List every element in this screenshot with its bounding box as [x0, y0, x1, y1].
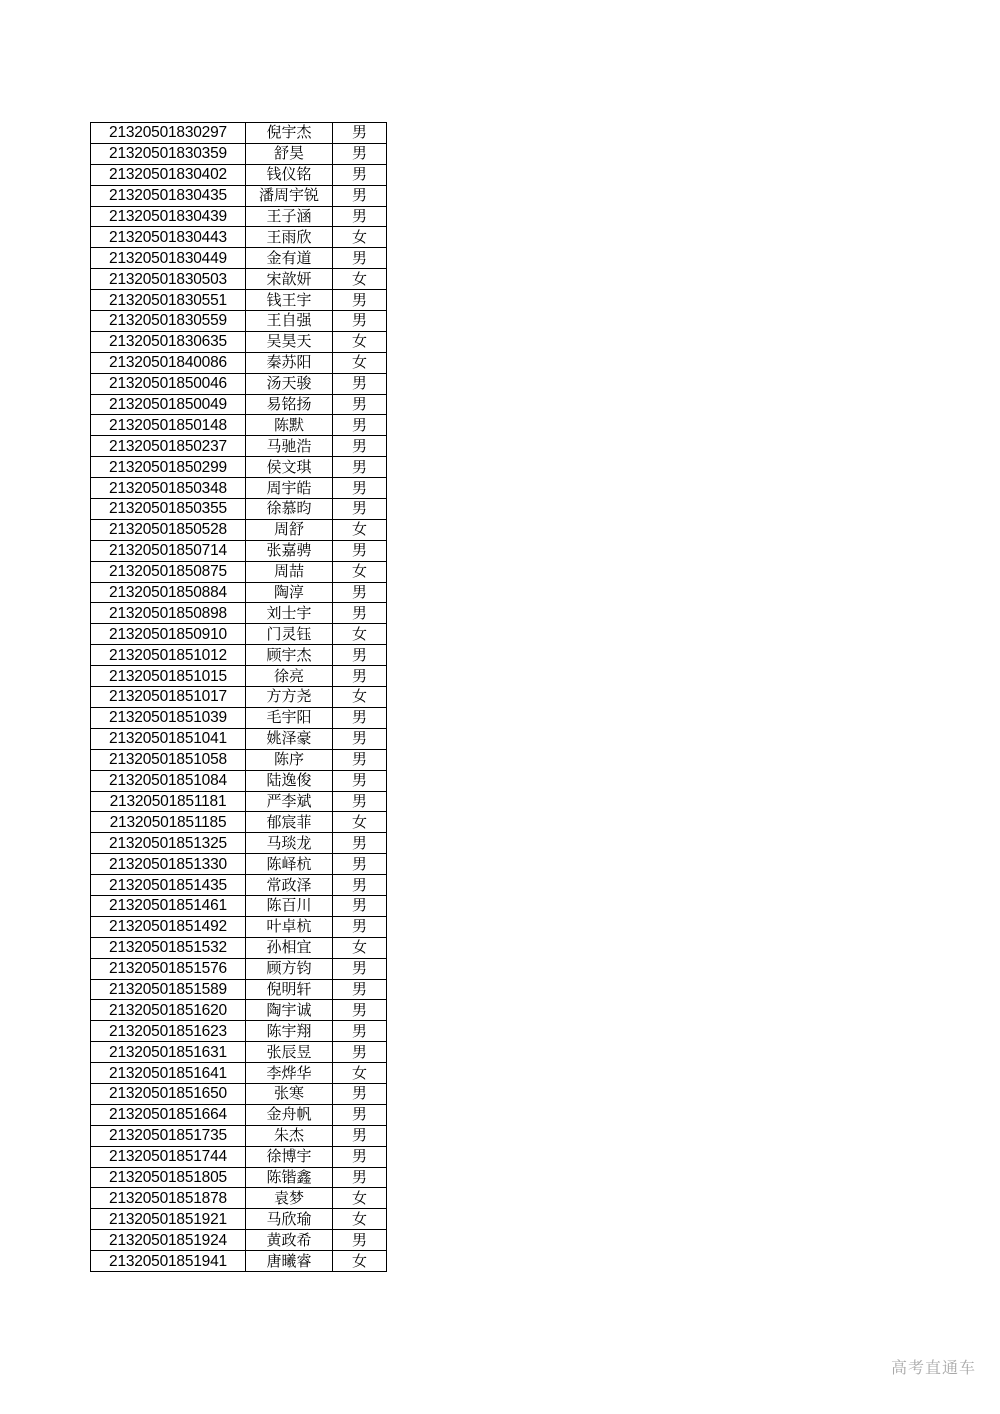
exam-number-cell: 21320501830443 [91, 227, 246, 248]
exam-number-cell: 21320501851620 [91, 1000, 246, 1021]
exam-number-cell: 21320501830359 [91, 143, 246, 164]
student-name-cell: 马驰浩 [246, 436, 333, 457]
gender-cell: 男 [333, 1125, 387, 1146]
exam-number-cell: 21320501830439 [91, 206, 246, 227]
student-name-cell: 陈峄杭 [246, 854, 333, 875]
student-name-cell: 姚泽豪 [246, 728, 333, 749]
exam-number-cell: 21320501851015 [91, 666, 246, 687]
gender-cell: 女 [333, 624, 387, 645]
table-row [91, 916, 387, 937]
exam-number-cell: 21320501851041 [91, 728, 246, 749]
exam-number-cell: 21320501840086 [91, 352, 246, 373]
watermark-text: 高考直通车 [890, 1358, 976, 1377]
gender-cell: 女 [333, 352, 387, 373]
exam-number-cell: 21320501850348 [91, 478, 246, 499]
table-row [91, 1063, 387, 1084]
table-row [91, 1167, 387, 1188]
gender-cell: 男 [333, 540, 387, 561]
table-row [91, 1209, 387, 1230]
gender-cell: 男 [333, 979, 387, 1000]
gender-cell: 男 [333, 603, 387, 624]
student-name-cell: 陈锴鑫 [246, 1167, 333, 1188]
gender-cell: 男 [333, 791, 387, 812]
student-name-cell: 吴昊天 [246, 331, 333, 352]
student-name-cell: 金有道 [246, 248, 333, 269]
exam-number-cell: 21320501851532 [91, 937, 246, 958]
table-row [91, 519, 387, 540]
student-name-cell: 周宇皓 [246, 478, 333, 499]
exam-number-cell: 21320501850528 [91, 519, 246, 540]
student-name-cell: 顾宇杰 [246, 645, 333, 666]
gender-cell: 男 [333, 1083, 387, 1104]
gender-cell: 男 [333, 436, 387, 457]
student-name-cell: 陆逸俊 [246, 770, 333, 791]
gender-cell: 男 [333, 666, 387, 687]
gender-cell: 女 [333, 561, 387, 582]
student-name-cell: 方方尧 [246, 687, 333, 708]
student-name-cell: 易铭扬 [246, 394, 333, 415]
exam-number-cell: 21320501850299 [91, 457, 246, 478]
gender-cell: 男 [333, 1230, 387, 1251]
student-name-cell: 宋歆妍 [246, 269, 333, 290]
table-row [91, 749, 387, 770]
student-name-cell: 徐亮 [246, 666, 333, 687]
gender-cell: 男 [333, 854, 387, 875]
table-row [91, 248, 387, 269]
student-name-cell: 陶宇诚 [246, 1000, 333, 1021]
table-row [91, 875, 387, 896]
gender-cell: 男 [333, 143, 387, 164]
gender-cell: 男 [333, 373, 387, 394]
gender-cell: 男 [333, 1042, 387, 1063]
exam-number-cell: 21320501851325 [91, 833, 246, 854]
table-row [91, 1251, 387, 1272]
table-row [91, 895, 387, 916]
table-row [91, 937, 387, 958]
table-row [91, 979, 387, 1000]
table-row [91, 1000, 387, 1021]
table-row [91, 791, 387, 812]
exam-number-cell: 21320501851492 [91, 916, 246, 937]
exam-number-cell: 21320501851058 [91, 749, 246, 770]
table-row [91, 415, 387, 436]
exam-number-cell: 21320501830402 [91, 164, 246, 185]
student-name-cell: 王子涵 [246, 206, 333, 227]
student-name-cell: 孙相宜 [246, 937, 333, 958]
gender-cell: 女 [333, 331, 387, 352]
gender-cell: 女 [333, 1251, 387, 1272]
exam-number-cell: 21320501851039 [91, 707, 246, 728]
exam-number-cell: 21320501851623 [91, 1021, 246, 1042]
table-row [91, 770, 387, 791]
exam-number-cell: 21320501830503 [91, 269, 246, 290]
gender-cell: 男 [333, 394, 387, 415]
gender-cell: 女 [333, 519, 387, 540]
student-name-cell: 汤天骏 [246, 373, 333, 394]
exam-number-cell: 21320501851012 [91, 645, 246, 666]
gender-cell: 女 [333, 1209, 387, 1230]
gender-cell: 男 [333, 958, 387, 979]
table-row [91, 1146, 387, 1167]
gender-cell: 女 [333, 937, 387, 958]
table-row [91, 833, 387, 854]
student-name-cell: 侯文琪 [246, 457, 333, 478]
table-row [91, 206, 387, 227]
student-name-cell: 钱王宇 [246, 290, 333, 311]
table-row [91, 1042, 387, 1063]
student-list-table [90, 122, 387, 1272]
exam-number-cell: 21320501830297 [91, 123, 246, 144]
student-name-cell: 徐博宇 [246, 1146, 333, 1167]
exam-number-cell: 21320501850884 [91, 582, 246, 603]
exam-number-cell: 21320501850898 [91, 603, 246, 624]
student-name-cell: 陈百川 [246, 895, 333, 916]
exam-number-cell: 21320501830559 [91, 311, 246, 332]
gender-cell: 男 [333, 770, 387, 791]
student-name-cell: 陈序 [246, 749, 333, 770]
exam-number-cell: 21320501850237 [91, 436, 246, 457]
gender-cell: 女 [333, 812, 387, 833]
table-row [91, 1230, 387, 1251]
table-row [91, 478, 387, 499]
student-name-cell: 黄政希 [246, 1230, 333, 1251]
gender-cell: 男 [333, 749, 387, 770]
student-name-cell: 刘士宇 [246, 603, 333, 624]
table-row [91, 269, 387, 290]
exam-number-cell: 21320501851650 [91, 1083, 246, 1104]
gender-cell: 女 [333, 687, 387, 708]
exam-number-cell: 21320501850714 [91, 540, 246, 561]
table-row [91, 185, 387, 206]
gender-cell: 男 [333, 707, 387, 728]
exam-number-cell: 21320501830551 [91, 290, 246, 311]
gender-cell: 男 [333, 164, 387, 185]
student-name-cell: 陈默 [246, 415, 333, 436]
student-name-cell: 叶卓杭 [246, 916, 333, 937]
exam-number-cell: 21320501851084 [91, 770, 246, 791]
exam-number-cell: 21320501850148 [91, 415, 246, 436]
gender-cell: 男 [333, 415, 387, 436]
gender-cell: 女 [333, 1188, 387, 1209]
gender-cell: 男 [333, 1021, 387, 1042]
exam-number-cell: 21320501851631 [91, 1042, 246, 1063]
table-row [91, 373, 387, 394]
gender-cell: 男 [333, 311, 387, 332]
table-row [91, 645, 387, 666]
table-row [91, 540, 387, 561]
gender-cell: 男 [333, 123, 387, 144]
table-row [91, 1104, 387, 1125]
table-row [91, 1083, 387, 1104]
student-name-cell: 张寒 [246, 1083, 333, 1104]
exam-number-cell: 21320501851664 [91, 1104, 246, 1125]
gender-cell: 男 [333, 185, 387, 206]
student-name-cell: 张辰昱 [246, 1042, 333, 1063]
exam-number-cell: 21320501851589 [91, 979, 246, 1000]
table-row [91, 123, 387, 144]
table-row [91, 290, 387, 311]
student-name-cell: 陶淳 [246, 582, 333, 603]
table-row [91, 561, 387, 582]
exam-number-cell: 21320501851576 [91, 958, 246, 979]
table-row [91, 603, 387, 624]
student-name-cell: 严李斌 [246, 791, 333, 812]
gender-cell: 男 [333, 248, 387, 269]
exam-number-cell: 21320501851924 [91, 1230, 246, 1251]
student-name-cell: 钱仪铭 [246, 164, 333, 185]
exam-number-cell: 21320501850875 [91, 561, 246, 582]
exam-number-cell: 21320501850355 [91, 499, 246, 520]
student-name-cell: 袁梦 [246, 1188, 333, 1209]
table-row [91, 436, 387, 457]
table-row [91, 164, 387, 185]
gender-cell: 男 [333, 1146, 387, 1167]
exam-number-cell: 21320501851921 [91, 1209, 246, 1230]
table-row [91, 352, 387, 373]
table-row [91, 457, 387, 478]
gender-cell: 男 [333, 895, 387, 916]
student-name-cell: 陈宇翔 [246, 1021, 333, 1042]
exam-number-cell: 21320501851017 [91, 687, 246, 708]
gender-cell: 男 [333, 728, 387, 749]
student-name-cell: 李烨华 [246, 1063, 333, 1084]
gender-cell: 男 [333, 916, 387, 937]
exam-number-cell: 21320501851435 [91, 875, 246, 896]
exam-number-cell: 21320501850046 [91, 373, 246, 394]
table-row [91, 1188, 387, 1209]
exam-number-cell: 21320501851461 [91, 895, 246, 916]
exam-number-cell: 21320501830449 [91, 248, 246, 269]
student-name-cell: 王雨欣 [246, 227, 333, 248]
table-row [91, 582, 387, 603]
table-row [91, 499, 387, 520]
student-name-cell: 毛宇阳 [246, 707, 333, 728]
table-row [91, 666, 387, 687]
exam-number-cell: 21320501851805 [91, 1167, 246, 1188]
student-name-cell: 郁宸菲 [246, 812, 333, 833]
student-name-cell: 金舟帆 [246, 1104, 333, 1125]
student-name-cell: 倪宇杰 [246, 123, 333, 144]
student-name-cell: 门灵钰 [246, 624, 333, 645]
student-name-cell: 舒昊 [246, 143, 333, 164]
gender-cell: 男 [333, 833, 387, 854]
gender-cell: 男 [333, 457, 387, 478]
table-row [91, 812, 387, 833]
student-list-body [91, 123, 387, 1272]
student-name-cell: 张嘉骋 [246, 540, 333, 561]
student-name-cell: 秦苏阳 [246, 352, 333, 373]
table-row [91, 227, 387, 248]
gender-cell: 男 [333, 478, 387, 499]
gender-cell: 男 [333, 290, 387, 311]
table-row [91, 687, 387, 708]
table-row [91, 394, 387, 415]
exam-number-cell: 21320501851185 [91, 812, 246, 833]
table-row [91, 331, 387, 352]
student-name-cell: 马欣瑜 [246, 1209, 333, 1230]
gender-cell: 男 [333, 582, 387, 603]
gender-cell: 女 [333, 227, 387, 248]
exam-number-cell: 21320501851735 [91, 1125, 246, 1146]
table-row [91, 728, 387, 749]
gender-cell: 女 [333, 269, 387, 290]
table-row [91, 311, 387, 332]
table-row [91, 143, 387, 164]
gender-cell: 男 [333, 645, 387, 666]
student-name-cell: 徐慕昀 [246, 499, 333, 520]
gender-cell: 男 [333, 875, 387, 896]
gender-cell: 男 [333, 1104, 387, 1125]
student-name-cell: 倪明轩 [246, 979, 333, 1000]
student-name-cell: 周喆 [246, 561, 333, 582]
table-row [91, 1125, 387, 1146]
student-name-cell: 顾方钧 [246, 958, 333, 979]
exam-number-cell: 21320501830635 [91, 331, 246, 352]
student-name-cell: 常政泽 [246, 875, 333, 896]
table-row [91, 958, 387, 979]
exam-number-cell: 21320501850049 [91, 394, 246, 415]
table-row [91, 707, 387, 728]
exam-number-cell: 21320501851878 [91, 1188, 246, 1209]
student-name-cell: 马琰龙 [246, 833, 333, 854]
exam-number-cell: 21320501851330 [91, 854, 246, 875]
table-row [91, 854, 387, 875]
gender-cell: 男 [333, 1167, 387, 1188]
gender-cell: 男 [333, 1000, 387, 1021]
exam-number-cell: 21320501851641 [91, 1063, 246, 1084]
gender-cell: 男 [333, 499, 387, 520]
student-name-cell: 唐曦睿 [246, 1251, 333, 1272]
exam-number-cell: 21320501850910 [91, 624, 246, 645]
table-row [91, 1021, 387, 1042]
exam-number-cell: 21320501851941 [91, 1251, 246, 1272]
exam-number-cell: 21320501851181 [91, 791, 246, 812]
exam-number-cell: 21320501830435 [91, 185, 246, 206]
student-name-cell: 周舒 [246, 519, 333, 540]
gender-cell: 女 [333, 1063, 387, 1084]
exam-number-cell: 21320501851744 [91, 1146, 246, 1167]
student-name-cell: 王自强 [246, 311, 333, 332]
table-row [91, 624, 387, 645]
student-name-cell: 潘周宇锐 [246, 185, 333, 206]
student-name-cell: 朱杰 [246, 1125, 333, 1146]
gender-cell: 男 [333, 206, 387, 227]
